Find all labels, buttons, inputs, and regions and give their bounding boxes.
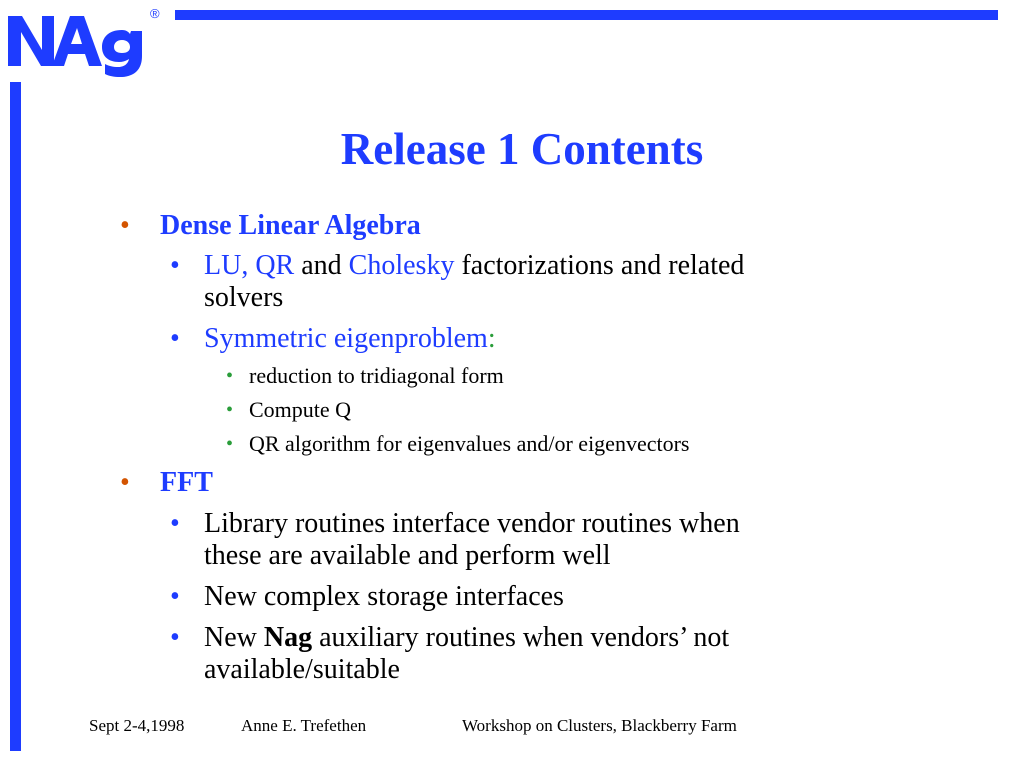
list-item-continuation: these are available and perform well: [204, 540, 611, 571]
level3-bullet: •: [226, 433, 234, 455]
level2-bullet: •: [170, 508, 180, 539]
footer-date: Sept 2-4,1998: [89, 716, 185, 735]
level2-bullet: •: [170, 581, 180, 612]
list-item-continuation: available/suitable: [204, 654, 400, 685]
level1-bullet: •: [120, 467, 130, 498]
slide-title: Release 1 Contents: [340, 124, 704, 174]
list-item-text: LU, QR and Cholesky factorizations and related: [204, 250, 745, 281]
level3-bullet: •: [226, 365, 234, 387]
sub-list-item-text: QR algorithm for eigenvalues and/or eigenvectors: [249, 431, 690, 456]
sub-list-item-text: Compute Q: [249, 397, 352, 422]
level2-bullet: •: [170, 622, 180, 653]
list-item-continuation: solvers: [204, 282, 284, 313]
sub-list-item-text: reduction to tridiagonal form: [249, 363, 504, 388]
footer-author: Anne E. Trefethen: [241, 716, 367, 735]
level1-bullet: •: [120, 210, 130, 241]
footer-event: Workshop on Clusters, Blackberry Farm: [462, 716, 737, 735]
level2-bullet: •: [170, 250, 180, 281]
list-item-text: Library routines interface vendor routines when: [204, 508, 740, 539]
level3-bullet: •: [226, 399, 234, 421]
level2-bullet: •: [170, 323, 180, 354]
section-heading-text: FFT: [160, 467, 213, 498]
section-heading-text: Dense Linear Algebra: [160, 210, 421, 241]
list-item-text: New complex storage interfaces: [204, 581, 564, 612]
list-item-text: New Nag auxiliary routines when vendors’ not: [204, 622, 730, 653]
list-item-text: Symmetric eigenproblem:: [204, 323, 496, 354]
registered-mark: ®: [150, 6, 160, 21]
